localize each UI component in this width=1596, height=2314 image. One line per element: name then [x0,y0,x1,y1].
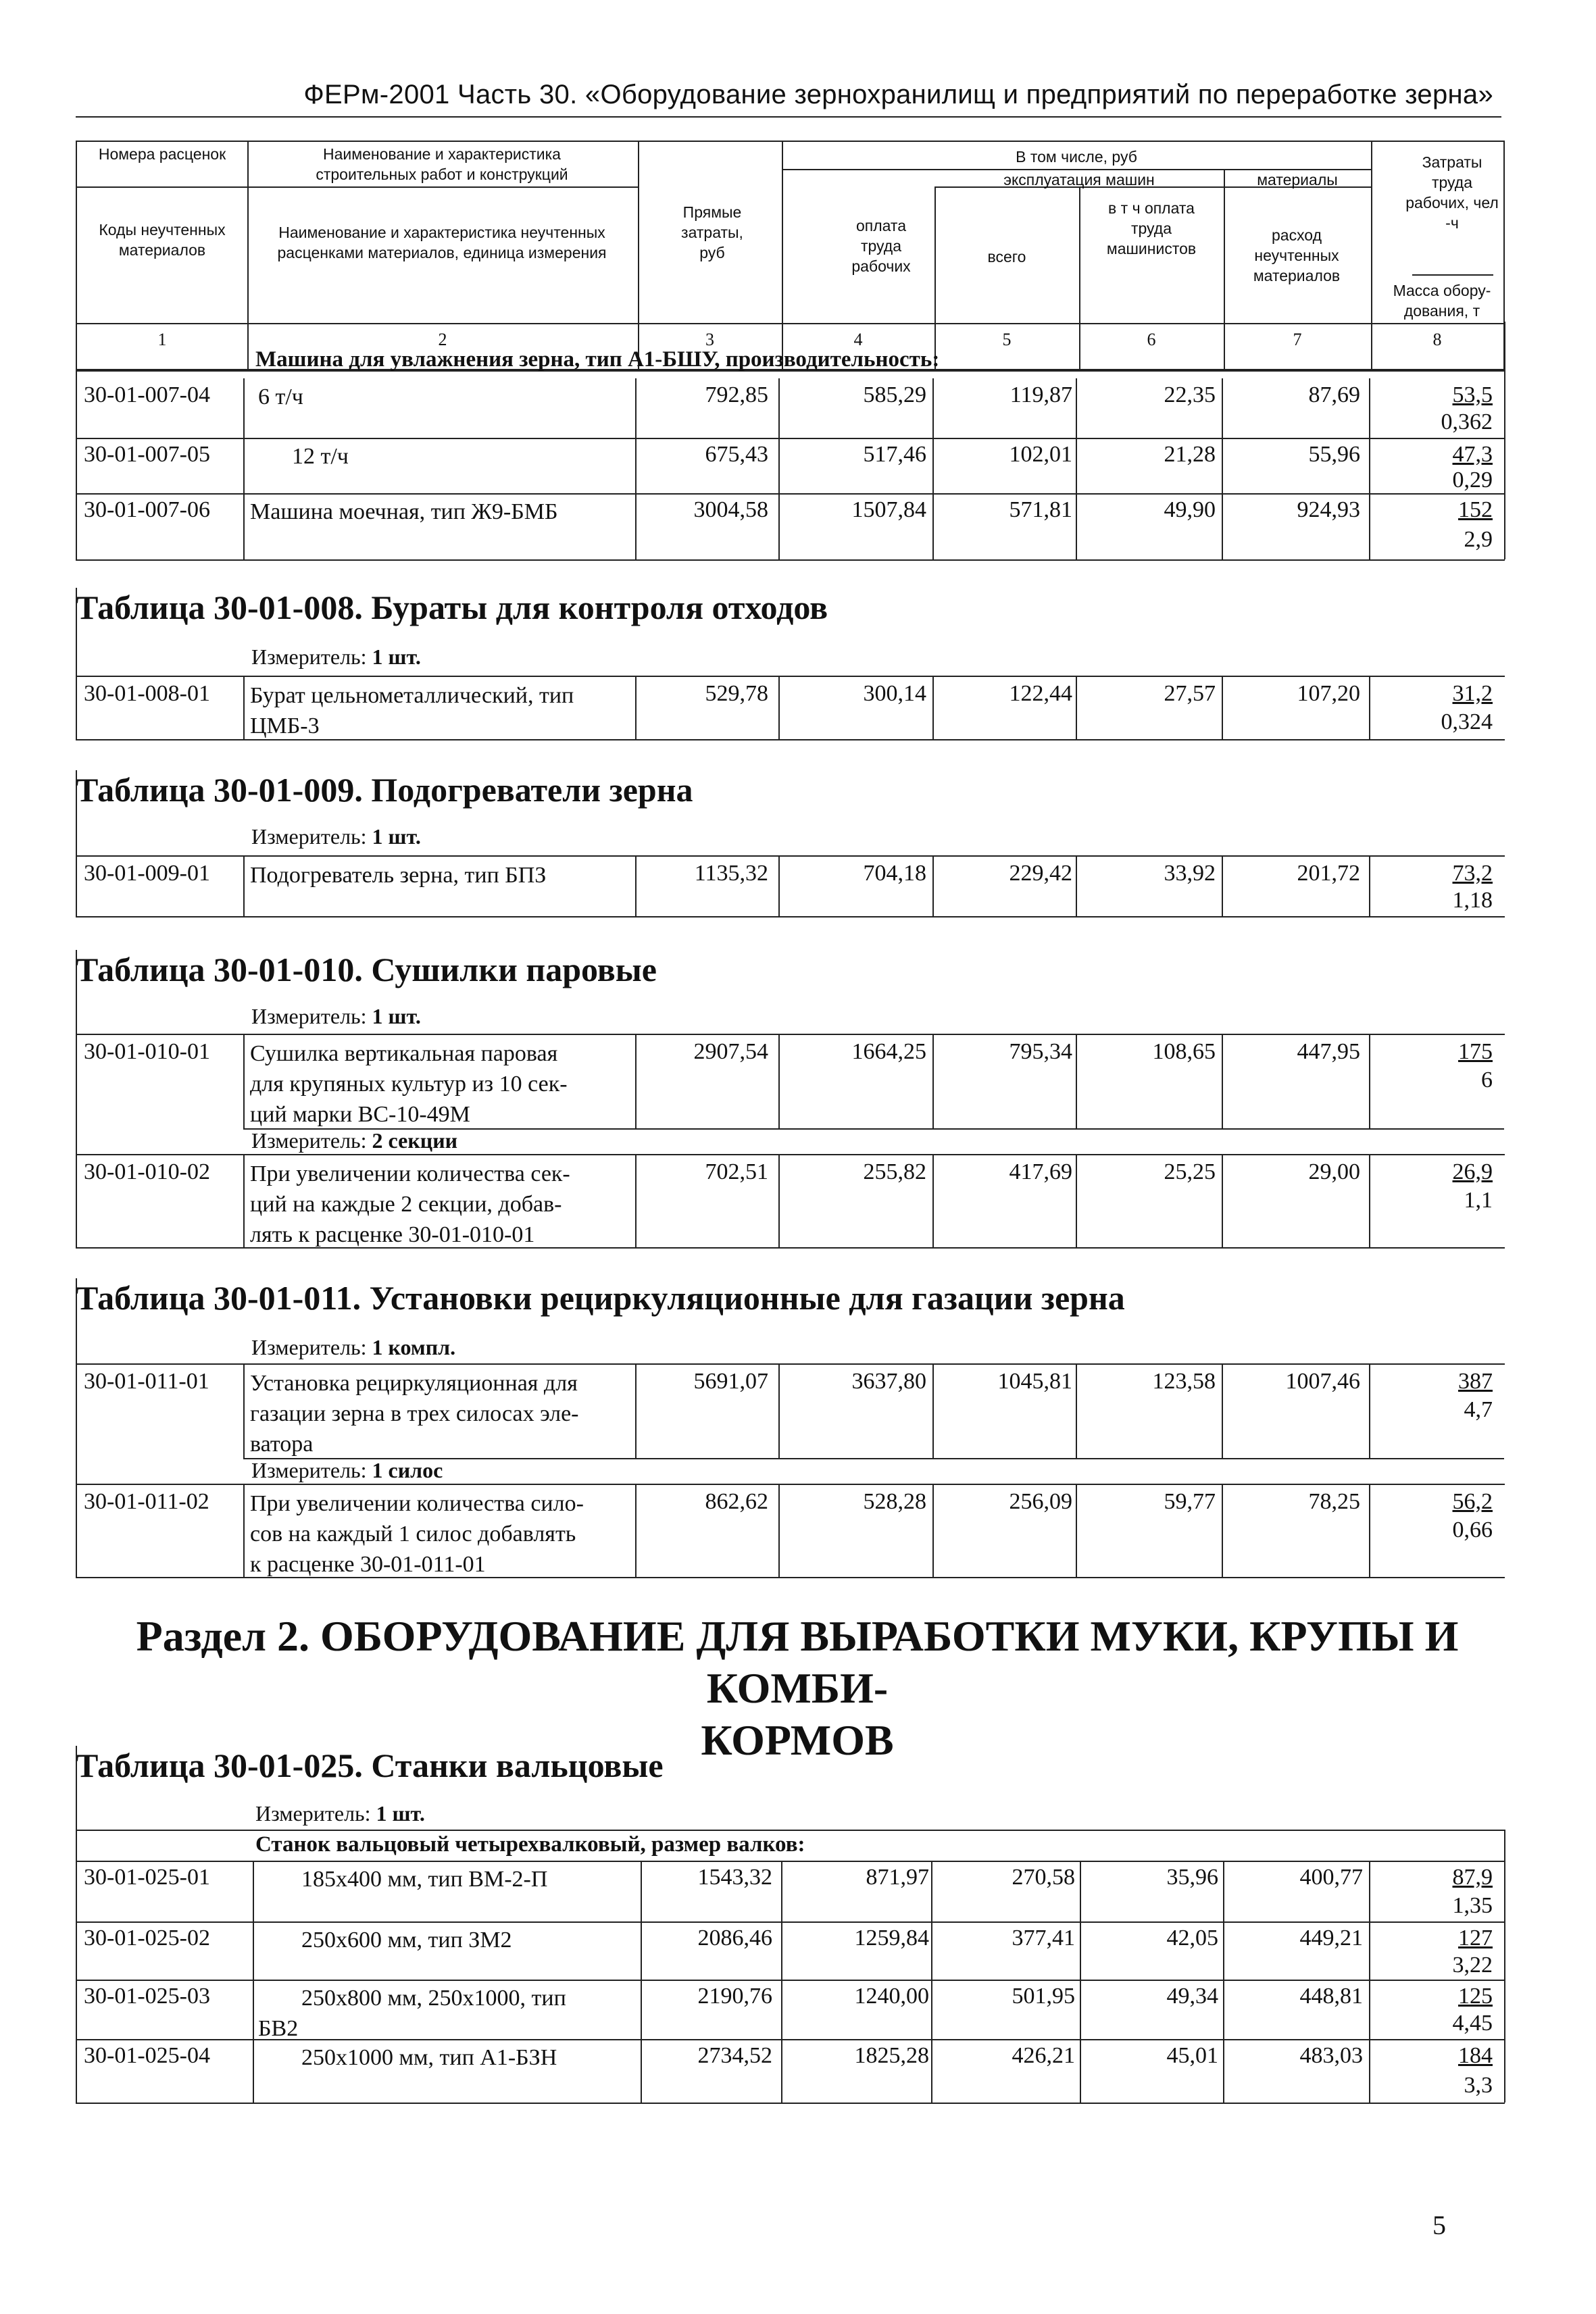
row-machinist-pay: 108,65 [1152,1039,1216,1064]
group-head: В том числе, руб [1016,148,1137,166]
row-machinist-pay: 27,57 [1164,681,1216,706]
col5-head: всего [987,248,1026,266]
row-code: 30-01-025-03 [84,1984,210,2009]
table-010-title: Таблица 30-01-010. Сушилки паровые [76,951,657,988]
table-010-measure-2: Измеритель: 2 секции [251,1128,458,1153]
row-direct-cost: 675,43 [705,442,768,467]
table-row [76,1363,1505,1458]
row-name: 250x800 мм, 250x1000, тип БВ2 [258,1986,566,2041]
table-row [76,1921,1505,1980]
row-code: 30-01-007-06 [84,497,210,522]
row-labor-pay: 704,18 [863,861,926,886]
col1-head-a: Номера расценок [98,145,226,163]
colnum-1: 1 [157,330,167,349]
table-row [76,1484,1505,1578]
row-machinist-pay: 21,28 [1164,442,1216,467]
row-machinist-pay: 35,96 [1166,1865,1218,1890]
colnum-5: 5 [1002,330,1012,349]
row-machinist-pay: 25,25 [1164,1159,1216,1184]
row-code: 30-01-010-02 [84,1159,210,1184]
row-direct-cost: 2907,54 [693,1039,768,1064]
row-machinist-pay: 59,77 [1164,1489,1216,1514]
row-code: 30-01-011-02 [84,1489,209,1514]
ekspl-head: эксплуатация машин [1003,171,1155,188]
table-row [76,2039,1505,2103]
table-row [76,855,1505,917]
row-labor-hours: 125 [1458,1984,1493,2009]
row-name: Сушилка вертикальная паровая для крупяных культур из 10 сек- ций марки ВС-10-49М [250,1041,568,1127]
group-title-a1bshu: Машина для увлажнения зерна, тип А1-БШУ, производительность: [255,347,940,372]
row-name: 6 т/ч [258,384,303,409]
row-machine-total: 256,09 [1009,1489,1072,1514]
row-name: При увеличении количества сек- ций на каждые 2 секции, добав- лять к расценке 30-01-010-01 [250,1161,570,1247]
col4-head: оплата труда рабочих [851,217,911,275]
row-labor-pay: 3637,80 [851,1369,926,1394]
row-direct-cost: 2086,46 [697,1926,772,1951]
row-name: 250x1000 мм, тип А1-БЗН [301,2045,557,2070]
row-labor-pay: 255,82 [863,1159,926,1184]
row-mass: 0,362 [1441,409,1493,434]
row-mass: 3,3 [1464,2073,1493,2098]
row-code: 30-01-025-01 [84,1865,210,1890]
col2-head-b: Наименование и характеристика неучтенных расценками материалов, единица измерения [277,224,607,261]
row-labor-pay: 1825,28 [854,2043,929,2068]
row-direct-cost: 702,51 [705,1159,768,1184]
col2-head-a: Наименование и характеристика строительных работ и конструкций [316,145,568,183]
row-direct-cost: 862,62 [705,1489,768,1514]
row-mass: 0,29 [1452,468,1493,493]
row-materials: 924,93 [1297,497,1360,522]
row-labor-pay: 1240,00 [854,1984,929,2009]
row-name: Машина моечная, тип Ж9-БМБ [250,499,558,524]
table-row [76,1154,1505,1249]
table-008-measure: Измеритель: 1 шт. [251,645,421,669]
row-code: 30-01-025-04 [84,2043,210,2068]
row-machinist-pay: 123,58 [1152,1369,1216,1394]
table-row [76,1861,1505,1921]
table-011-measure: Измеритель: 1 компл. [251,1335,456,1359]
row-machinist-pay: 33,92 [1164,861,1216,886]
row-name: Бурат цельнометаллический, тип ЦМБ-3 [250,683,574,738]
row-materials: 78,25 [1308,1489,1360,1514]
row-materials: 55,96 [1308,442,1360,467]
colnum-4: 4 [853,330,863,349]
row-mass: 6 [1481,1067,1493,1092]
row-name: 250x600 мм, тип ЗМ2 [301,1928,512,1953]
table-row [76,1980,1505,2039]
row-materials: 447,95 [1297,1039,1360,1064]
column-header [76,141,1505,370]
row-machinist-pay: 22,35 [1164,382,1216,407]
row-materials: 449,21 [1299,1926,1363,1951]
colnum-3: 3 [705,330,714,349]
row-direct-cost: 2734,52 [697,2043,772,2068]
row-labor-pay: 517,46 [863,442,926,467]
colnum-7: 7 [1293,330,1302,349]
row-code: 30-01-010-01 [84,1039,210,1064]
row-name: 12 т/ч [292,444,349,469]
row-labor-pay: 1507,84 [851,497,926,522]
row-direct-cost: 5691,07 [693,1369,768,1394]
row-materials: 29,00 [1308,1159,1360,1184]
row-labor-hours: 47,3 [1452,442,1493,467]
row-direct-cost: 529,78 [705,681,768,706]
row-materials: 87,69 [1308,382,1360,407]
row-labor-hours: 53,5 [1452,382,1493,407]
row-labor-hours: 56,2 [1452,1489,1493,1514]
row-labor-hours: 73,2 [1452,861,1493,886]
table-row [76,493,1505,559]
row-labor-pay: 1664,25 [851,1039,926,1064]
row-machine-total: 102,01 [1009,442,1072,467]
row-name: При увеличении количества сило- сов на каждый 1 силос добавлять к расценке 30-01-011-01 [250,1491,584,1577]
row-labor-pay: 585,29 [863,382,926,407]
row-name: Установка рециркуляционная для газации зерна в трех силосах эле- ватора [250,1371,579,1457]
row-labor-hours: 387 [1458,1369,1493,1394]
row-labor-hours: 152 [1458,497,1493,522]
row-materials: 107,20 [1297,681,1360,706]
row-materials: 1007,46 [1285,1369,1360,1394]
row-labor-hours: 127 [1458,1926,1493,1951]
col6-head: в т ч оплата труда машинистов [1106,199,1197,257]
row-code: 30-01-007-04 [84,382,210,407]
row-machinist-pay: 42,05 [1166,1926,1218,1951]
section-2-title: Раздел 2. ОБОРУДОВАНИЕ ДЛЯ ВЫРАБОТКИ МУКИ, КРУПЫ И КОМБИ- КОРМОВ [136,1612,1459,1764]
table-row [76,378,1505,438]
row-materials: 400,77 [1299,1865,1363,1890]
row-labor-pay: 528,28 [863,1489,926,1514]
table-009-measure: Измеритель: 1 шт. [251,824,421,849]
row-direct-cost: 1135,32 [694,861,768,886]
row-mass: 0,66 [1452,1517,1493,1542]
row-code: 30-01-009-01 [84,861,210,886]
row-mass: 0,324 [1441,709,1493,734]
row-labor-pay: 871,97 [866,1865,929,1890]
row-mass: 1,35 [1452,1893,1493,1918]
row-machine-total: 426,21 [1012,2043,1075,2068]
row-code: 30-01-008-01 [84,681,210,706]
row-machine-total: 229,42 [1009,861,1072,886]
table-row [76,438,1505,493]
col7-head: расход неучтенных материалов [1253,226,1341,284]
row-mass: 1,1 [1464,1188,1493,1213]
row-direct-cost: 1543,32 [697,1865,772,1890]
row-materials: 448,81 [1299,1984,1363,2009]
row-materials: 201,72 [1297,861,1360,886]
row-machine-total: 377,41 [1012,1926,1075,1951]
table-011-measure-2: Измеритель: 1 силос [251,1458,443,1482]
mat-head: материалы [1257,171,1338,188]
row-labor-hours: 175 [1458,1039,1493,1064]
table-009-title: Таблица 30-01-009. Подогреватели зерна [76,771,693,809]
row-labor-hours: 87,9 [1452,1865,1493,1890]
row-mass: 2,9 [1464,527,1493,552]
colnum-2: 2 [438,330,447,349]
row-mass: 3,22 [1452,1953,1493,1978]
row-direct-cost: 2190,76 [697,1984,772,2009]
row-machine-total: 795,34 [1009,1039,1072,1064]
group-title-stanok: Станок вальцовый четырехвалковый, размер валков: [255,1832,805,1857]
row-direct-cost: 792,85 [705,382,768,407]
table-010-measure: Измеритель: 1 шт. [251,1004,421,1028]
row-machinist-pay: 45,01 [1166,2043,1218,2068]
table-008-title: Таблица 30-01-008. Бураты для контроля отходов [76,588,828,626]
row-mass: 1,18 [1452,888,1493,913]
table-025-measure: Измеритель: 1 шт. [255,1801,425,1826]
row-labor-pay: 300,14 [863,681,926,706]
row-machinist-pay: 49,90 [1164,497,1216,522]
colnum-8: 8 [1432,330,1442,349]
row-machine-total: 270,58 [1012,1865,1075,1890]
row-machine-total: 119,87 [1009,382,1072,407]
row-machine-total: 501,95 [1012,1984,1075,2009]
row-code: 30-01-007-05 [84,442,210,467]
row-labor-hours: 184 [1458,2043,1493,2068]
table-row [76,1034,1505,1128]
row-machinist-pay: 49,34 [1166,1984,1218,2009]
row-labor-pay: 1259,84 [854,1926,929,1951]
col1-head-b: Коды неучтенных материалов [99,221,226,259]
running-header: ФЕРм-2001 Часть 30. «Оборудование зернохранилищ и предприятий по переработке зерна» [303,80,1493,109]
row-machine-total: 1045,81 [997,1369,1072,1394]
row-direct-cost: 3004,58 [693,497,768,522]
row-name: 185x400 мм, тип ВМ-2-П [301,1867,548,1892]
row-machine-total: 571,81 [1009,497,1072,522]
col8-head-a: Затраты труда рабочих, чел -ч [1405,153,1499,232]
row-mass: 4,45 [1452,2011,1493,2036]
row-labor-hours: 31,2 [1452,681,1493,706]
table-011-title: Таблица 30-01-011. Установки рециркуляционные для газации зерна [76,1279,1125,1317]
page-number: 5 [1432,2210,1446,2240]
row-name: Подогреватель зерна, тип БПЗ [250,863,547,888]
row-code: 30-01-025-02 [84,1926,210,1951]
row-mass: 4,7 [1464,1397,1493,1422]
row-materials: 483,03 [1299,2043,1363,2068]
row-labor-hours: 26,9 [1452,1159,1493,1184]
table-row [76,676,1505,740]
header-rule [76,116,1501,118]
col3-head: Прямые затраты, руб [681,203,743,261]
col8-head-b: Масса обору-дования, т [1393,282,1491,320]
row-code: 30-01-011-01 [84,1369,209,1394]
colnum-6: 6 [1147,330,1156,349]
row-machine-total: 122,44 [1009,681,1072,706]
row-machine-total: 417,69 [1009,1159,1072,1184]
table-025-title: Таблица 30-01-025. Станки вальцовые [76,1746,664,1784]
